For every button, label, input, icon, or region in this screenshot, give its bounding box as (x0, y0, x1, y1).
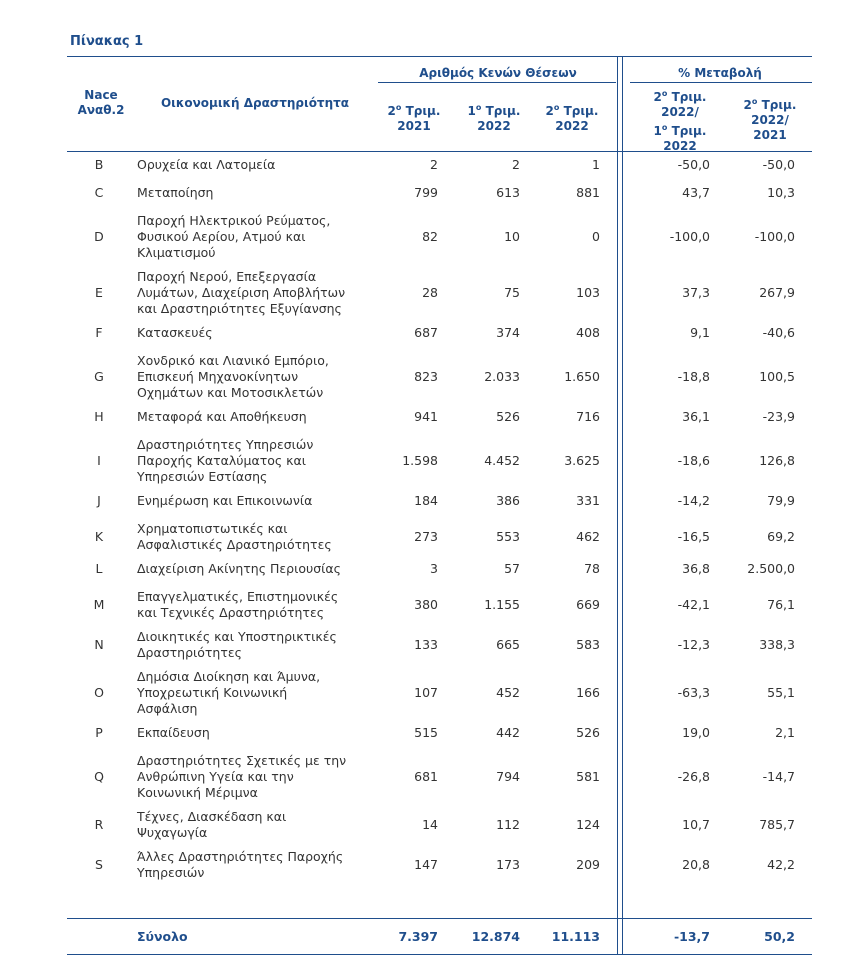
activity-line: Χονδρικό και Λιανικό Εμπόριο, (137, 353, 329, 368)
activity-name (137, 269, 372, 317)
change-q2-q1: 19,0 (682, 725, 710, 740)
value-q2-2022: 581 (576, 769, 600, 784)
quarter-number: 2 (387, 104, 396, 118)
header-q1-2022 (462, 100, 526, 134)
value-q2-2021: 14 (422, 817, 438, 832)
value-q2-2021: 941 (414, 409, 438, 424)
activity-line: Ασφαλιστικές Δραστηριότητες (137, 537, 332, 552)
nace-code: G (94, 369, 104, 384)
value-q2-2022: 583 (576, 637, 600, 652)
quarter-ordinal: ο (661, 123, 668, 132)
activity-line: Υποχρεωτική Κοινωνική (137, 685, 288, 700)
change-yoy: -50,0 (762, 157, 795, 172)
change-yoy: -100,0 (754, 229, 795, 244)
value-q2-2022: 0 (592, 229, 600, 244)
top-rule (67, 56, 812, 57)
value-q2-2022: 78 (584, 561, 600, 576)
nace-code: E (95, 285, 103, 300)
quarter-label: Τριμ. (559, 104, 599, 118)
quarter-ordinal: ο (661, 89, 668, 98)
activity-name (137, 561, 372, 577)
value-q2-2021: 799 (414, 185, 438, 200)
header-line-quarter (540, 100, 604, 119)
activity-line: Υπηρεσιών Εστίασης (137, 469, 268, 484)
nace-code: S (95, 857, 103, 872)
quarter-label: Τριμ. (401, 104, 441, 118)
value-q2-2021: 681 (414, 769, 438, 784)
header-line: 2022 (555, 119, 589, 133)
change-q2-q1: 43,7 (682, 185, 710, 200)
change-yoy: -14,7 (762, 769, 795, 784)
value-q2-2022: 124 (576, 817, 600, 832)
header-line: 2022 (477, 119, 511, 133)
value-q2-2022: 1.650 (564, 369, 600, 384)
change-q2-q1: -16,5 (677, 529, 710, 544)
value-q2-2022: 526 (576, 725, 600, 740)
value-q1-2022: 665 (496, 637, 520, 652)
value-q1-2022: 374 (496, 325, 520, 340)
change-q2-q1: 10,7 (682, 817, 710, 832)
activity-name (137, 725, 372, 741)
activity-line: και Δραστηριότητες Εξυγίανσης (137, 301, 342, 316)
value-q2-2021: 273 (414, 529, 438, 544)
change-q2-q1: -42,1 (677, 597, 710, 612)
activity-line: Κατασκευές (137, 325, 213, 340)
change-q2-q1: -14,2 (677, 493, 710, 508)
activity-line: Δραστηριότητες Σχετικές με την (137, 753, 347, 768)
activity-line: Δραστηριότητες (137, 645, 242, 660)
change-q2-q1: 36,8 (682, 561, 710, 576)
change-yoy: 785,7 (759, 817, 795, 832)
header-line-quarter (735, 94, 805, 113)
change-yoy: 338,3 (759, 637, 795, 652)
activity-name (137, 493, 372, 509)
nace-code: B (94, 157, 104, 172)
header-line: 2021 (753, 128, 787, 142)
change-q2-q1: -26,8 (677, 769, 710, 784)
change-yoy: -40,6 (762, 325, 795, 340)
value-q1-2022: 2 (512, 157, 520, 172)
activity-line: Ψυχαγωγία (137, 825, 208, 840)
quarter-ordinal: ο (395, 103, 402, 112)
value-q1-2022: 2.033 (484, 369, 520, 384)
activity-line: Επισκευή Μηχανοκίνητων (137, 369, 299, 384)
change-yoy: 42,2 (767, 857, 795, 872)
activity-line: Λυμάτων, Διαχείριση Αποβλήτων (137, 285, 346, 300)
change-yoy: 76,1 (767, 597, 795, 612)
total-q2-2021: 7.397 (398, 929, 438, 944)
header-group-change: % Μεταβολή (678, 66, 762, 80)
value-q2-2022: 881 (576, 185, 600, 200)
activity-line: Δραστηριότητες Υπηρεσιών (137, 437, 314, 452)
activity-name (137, 213, 372, 261)
activity-name (137, 325, 372, 341)
nace-code: P (95, 725, 103, 740)
value-q2-2021: 3 (430, 561, 438, 576)
value-q2-2021: 184 (414, 493, 438, 508)
change-yoy: 126,8 (759, 453, 795, 468)
nace-code: J (97, 493, 101, 508)
value-q1-2022: 526 (496, 409, 520, 424)
quarter-label: Τριμ. (667, 124, 707, 138)
total-q1-2022: 12.874 (471, 929, 520, 944)
total-change-q2-q1: -13,7 (673, 929, 710, 944)
quarter-ordinal: ο (751, 97, 758, 106)
nace-code: M (93, 597, 105, 612)
value-q2-2022: 209 (576, 857, 600, 872)
value-q2-2022: 408 (576, 325, 600, 340)
activity-line: Κοινωνική Μέριμνα (137, 785, 258, 800)
value-q1-2022: 75 (504, 285, 520, 300)
activity-line: Τέχνες, Διασκέδαση και (137, 809, 287, 824)
activity-line: και Τεχνικές Δραστηριότητες (137, 605, 325, 620)
activity-name (137, 849, 372, 881)
activity-name (137, 157, 372, 173)
header-line: 2022/ (661, 105, 699, 119)
header-q2-2021 (382, 100, 446, 134)
nace-code: I (97, 453, 101, 468)
activity-line: Παροχή Νερού, Επεξεργασία (137, 269, 317, 284)
change-q2-q1: -18,8 (677, 369, 710, 384)
quarter-label: Τριμ. (667, 90, 707, 104)
header-rule (67, 151, 812, 152)
activity-name (137, 409, 372, 425)
activity-line: Ασφάλιση (137, 701, 198, 716)
quarter-number: 2 (653, 90, 662, 104)
change-q2-q1: -63,3 (677, 685, 710, 700)
value-q2-2021: 82 (422, 229, 438, 244)
value-q1-2022: 10 (504, 229, 520, 244)
value-q2-2022: 3.625 (564, 453, 600, 468)
value-q2-2021: 1.598 (402, 453, 438, 468)
activity-line: Παροχής Καταλύματος και (137, 453, 307, 468)
group-underline-change (630, 82, 812, 83)
change-yoy: -23,9 (762, 409, 795, 424)
value-q2-2021: 107 (414, 685, 438, 700)
quarter-number: 1 (653, 124, 662, 138)
change-q2-q1: -12,3 (677, 637, 710, 652)
quarter-number: 2 (743, 98, 752, 112)
activity-line: Μεταποίηση (137, 185, 214, 200)
activity-line: Εκπαίδευση (137, 725, 210, 740)
value-q1-2022: 1.155 (484, 597, 520, 612)
value-q1-2022: 613 (496, 185, 520, 200)
header-line-quarter (640, 120, 720, 139)
value-q2-2021: 380 (414, 597, 438, 612)
nace-code: Q (94, 769, 104, 784)
activity-name (137, 521, 372, 553)
total-change-yoy: 50,2 (764, 929, 795, 944)
change-yoy: 69,2 (767, 529, 795, 544)
change-q2-q1: -18,6 (677, 453, 710, 468)
header-group-vacancies: Αριθμός Κενών Θέσεων (419, 66, 577, 80)
value-q1-2022: 173 (496, 857, 520, 872)
header-nace (72, 88, 130, 118)
activity-name (137, 437, 372, 485)
change-q2-q1: 37,3 (682, 285, 710, 300)
activity-line: Οχημάτων και Μοτοσικλετών (137, 385, 324, 400)
total-q2-2022: 11.113 (551, 929, 600, 944)
quarter-number: 1 (467, 104, 476, 118)
nace-code: F (95, 325, 103, 340)
value-q1-2022: 794 (496, 769, 520, 784)
column-separator-right (622, 57, 623, 955)
bottom-rule (67, 954, 812, 955)
value-q2-2022: 462 (576, 529, 600, 544)
change-yoy: 79,9 (767, 493, 795, 508)
value-q2-2021: 515 (414, 725, 438, 740)
activity-line: Άλλες Δραστηριότητες Παροχής (137, 849, 344, 864)
header-nace-line1: Nace (84, 88, 118, 102)
activity-line: Επαγγελματικές, Επιστημονικές (137, 589, 339, 604)
table-title: Πίνακας 1 (70, 34, 144, 49)
value-q2-2022: 1 (592, 157, 600, 172)
value-q1-2022: 57 (504, 561, 520, 576)
value-q1-2022: 386 (496, 493, 520, 508)
header-q2-2022 (540, 100, 604, 134)
activity-line: Μεταφορά και Αποθήκευση (137, 409, 307, 424)
nace-code: L (95, 561, 103, 576)
change-q2-q1: 20,8 (682, 857, 710, 872)
activity-line: Χρηματοπιστωτικές και (137, 521, 288, 536)
quarter-label: Τριμ. (757, 98, 797, 112)
header-activity: Οικονομική Δραστηριότητα (160, 96, 350, 110)
value-q2-2022: 669 (576, 597, 600, 612)
header-line-quarter (462, 100, 526, 119)
value-q1-2022: 452 (496, 685, 520, 700)
change-q2-q1: -100,0 (669, 229, 710, 244)
change-yoy: 10,3 (767, 185, 795, 200)
value-q2-2022: 331 (576, 493, 600, 508)
nace-code: D (94, 229, 104, 244)
quarter-number: 2 (545, 104, 554, 118)
activity-line: Διοικητικές και Υποστηρικτικές (137, 629, 337, 644)
header-change-yoy (735, 94, 805, 143)
value-q2-2022: 103 (576, 285, 600, 300)
change-q2-q1: 36,1 (682, 409, 710, 424)
activity-line: Ενημέρωση και Επικοινωνία (137, 493, 313, 508)
change-yoy: 267,9 (759, 285, 795, 300)
header-line: 2021 (397, 119, 431, 133)
change-q2-q1: 9,1 (690, 325, 710, 340)
activity-name (137, 809, 372, 841)
nace-code: H (94, 409, 104, 424)
change-yoy: 55,1 (767, 685, 795, 700)
value-q2-2021: 28 (422, 285, 438, 300)
nace-code: N (94, 637, 104, 652)
quarter-ordinal: ο (553, 103, 560, 112)
activity-line: Διαχείριση Ακίνητης Περιουσίας (137, 561, 341, 576)
activity-line: Κλιματισμού (137, 245, 216, 260)
column-separator-left (617, 57, 618, 955)
header-line: 2022 (663, 139, 697, 153)
header-line: 2022/ (751, 113, 789, 127)
change-yoy: 2,1 (775, 725, 795, 740)
change-yoy: 100,5 (759, 369, 795, 384)
change-q2-q1: -50,0 (677, 157, 710, 172)
value-q2-2021: 133 (414, 637, 438, 652)
value-q1-2022: 112 (496, 817, 520, 832)
nace-code: R (94, 817, 104, 832)
group-underline-vacancies (378, 82, 616, 83)
nace-code: O (94, 685, 104, 700)
activity-name (137, 353, 372, 401)
change-yoy: 2.500,0 (747, 561, 795, 576)
header-line-quarter (640, 86, 720, 105)
activity-line: Ανθρώπινη Υγεία και την (137, 769, 294, 784)
total-rule (67, 918, 812, 919)
value-q2-2021: 823 (414, 369, 438, 384)
activity-name (137, 629, 372, 661)
quarter-ordinal: ο (475, 103, 482, 112)
value-q2-2022: 166 (576, 685, 600, 700)
nace-code: C (94, 185, 104, 200)
activity-line: Υπηρεσιών (137, 865, 205, 880)
header-change-q2-q1 (640, 86, 720, 154)
activity-line: Παροχή Ηλεκτρικού Ρεύματος, (137, 213, 331, 228)
header-nace-line2: Αναθ.2 (77, 103, 125, 117)
total-label: Σύνολο (137, 929, 188, 944)
quarter-label: Τριμ. (481, 104, 521, 118)
value-q1-2022: 553 (496, 529, 520, 544)
activity-line: Δημόσια Διοίκηση και Άμυνα, (137, 669, 321, 684)
value-q1-2022: 442 (496, 725, 520, 740)
value-q2-2021: 2 (430, 157, 438, 172)
value-q2-2022: 716 (576, 409, 600, 424)
value-q2-2021: 687 (414, 325, 438, 340)
nace-code: K (94, 529, 104, 544)
activity-name (137, 669, 372, 717)
activity-name (137, 185, 372, 201)
activity-line: Φυσικού Αερίου, Ατμού και (137, 229, 306, 244)
activity-name (137, 589, 372, 621)
activity-line: Ορυχεία και Λατομεία (137, 157, 276, 172)
value-q2-2021: 147 (414, 857, 438, 872)
value-q1-2022: 4.452 (484, 453, 520, 468)
activity-name (137, 753, 372, 801)
header-line-quarter (382, 100, 446, 119)
